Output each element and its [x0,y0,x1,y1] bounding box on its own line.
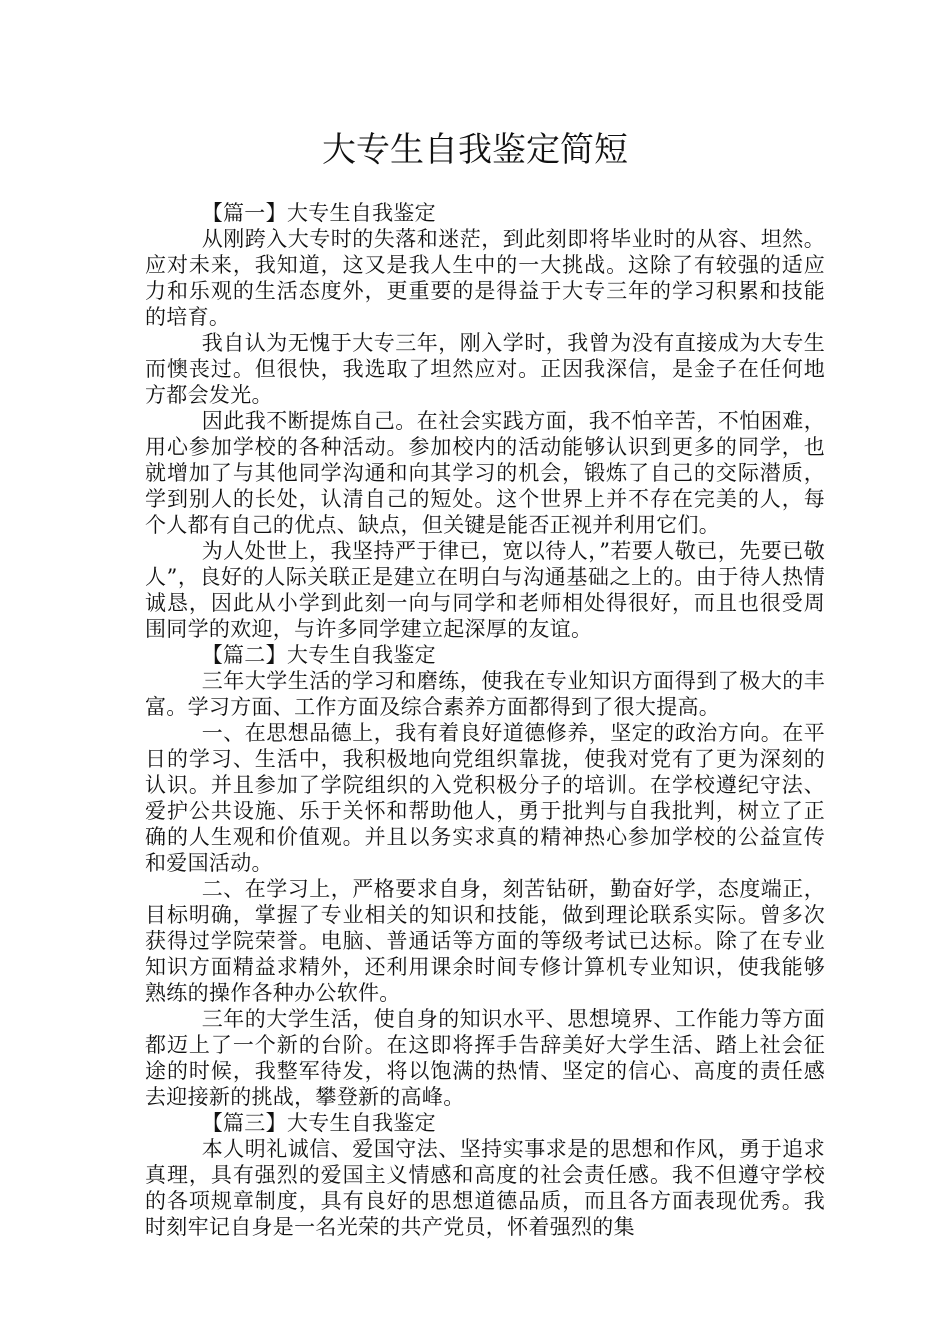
paragraph: 一、在思想品德上，我有着良好道德修养，坚定的政治方向。在平日的学习、生活中，我积极地向党组织靠拢，使我对党有了更为深刻的认识。并且参加了学院组织的入党积极分子的培训。在学校遵纪守法、爱护公共设施、乐于关怀和帮助他人，勇于批判与自我批判，树立了正确的人生观和价值观。并且以务实求真的精神热心参加学校的公益宣传和爱国活动。 [145,721,825,875]
section-heading-2: 【篇二】大专生自我鉴定 [201,643,436,667]
paragraph: 从刚跨入大专时的失落和迷茫，到此刻即将毕业时的从容、坦然。应对未来，我知道，这又是我人生中的一大挑战。这除了有较强的适应力和乐观的生活态度外，更重要的是得益于大专三年的学习积累和技能的培育。 [145,227,825,329]
section-heading-1: 【篇一】大专生自我鉴定 [201,201,436,225]
paragraph: 三年的大学生活，使自身的知识水平、思想境界、工作能力等方面都迈上了一个新的台阶。在这即将挥手告辞美好大学生活、踏上社会征途的时候，我整军待发，将以饱满的热情、坚定的信心、高度的责任感去迎接新的挑战，攀登新的高峰。 [145,1007,825,1109]
paragraph: 二、在学习上，严格要求自身，刻苦钻研，勤奋好学，态度端正，目标明确，掌握了专业相关的知识和技能，做到理论联系实际。曾多次获得过学院荣誉。电脑、普通话等方面的等级考试已达标。除了在专业知识方面精益求精外，还利用课余时间专修计算机专业知识，使我能够熟练的操作各种办公软件。 [145,877,825,1005]
document-body [145,200,825,1240]
section-heading-3: 【篇三】大专生自我鉴定 [201,1111,436,1135]
paragraph: 我自认为无愧于大专三年，刚入学时，我曾为没有直接成为大专生而懊丧过。但很快，我选取了坦然应对。正因我深信，是金子在任何地方都会发光。 [145,331,825,407]
paragraph: 为人处世上，我坚持严于律已，宽以待人，”若要人敬已，先要已敬人”，良好的人际关联正是建立在明白与沟通基础之上的。由于待人热情诚恳，因此从小学到此刻一向与同学和老师相处得很好，而且也很受周围同学的欢迎，与许多同学建立起深厚的友谊。 [145,539,825,641]
paragraph: 本人明礼诚信、爱国守法、坚持实事求是的思想和作风，勇于追求真理，具有强烈的爱国主义情感和高度的社会责任感。我不但遵守学校的各项规章制度，具有良好的思想道德品质，而且各方面表现优秀。我时刻牢记自身是一名光荣的共产党员，怀着强烈的集 [145,1137,825,1239]
paragraph: 三年大学生活的学习和磨练，使我在专业知识方面得到了极大的丰富。学习方面、工作方面及综合素养方面都得到了很大提高。 [145,669,825,719]
paragraph: 因此我不断提炼自己。在社会实践方面，我不怕辛苦，不怕困难，用心参加学校的各种活动。参加校内的活动能够认识到更多的同学，也就增加了与其他同学沟通和向其学习的机会，锻炼了自己的交际潜质，学到别人的长处，认清自己的短处。这个世界上并不存在完美的人，每个人都有自己的优点、缺点，但关键是能否正视并利用它们。 [145,409,825,537]
document-title: 大专生自我鉴定简短 [322,130,628,170]
